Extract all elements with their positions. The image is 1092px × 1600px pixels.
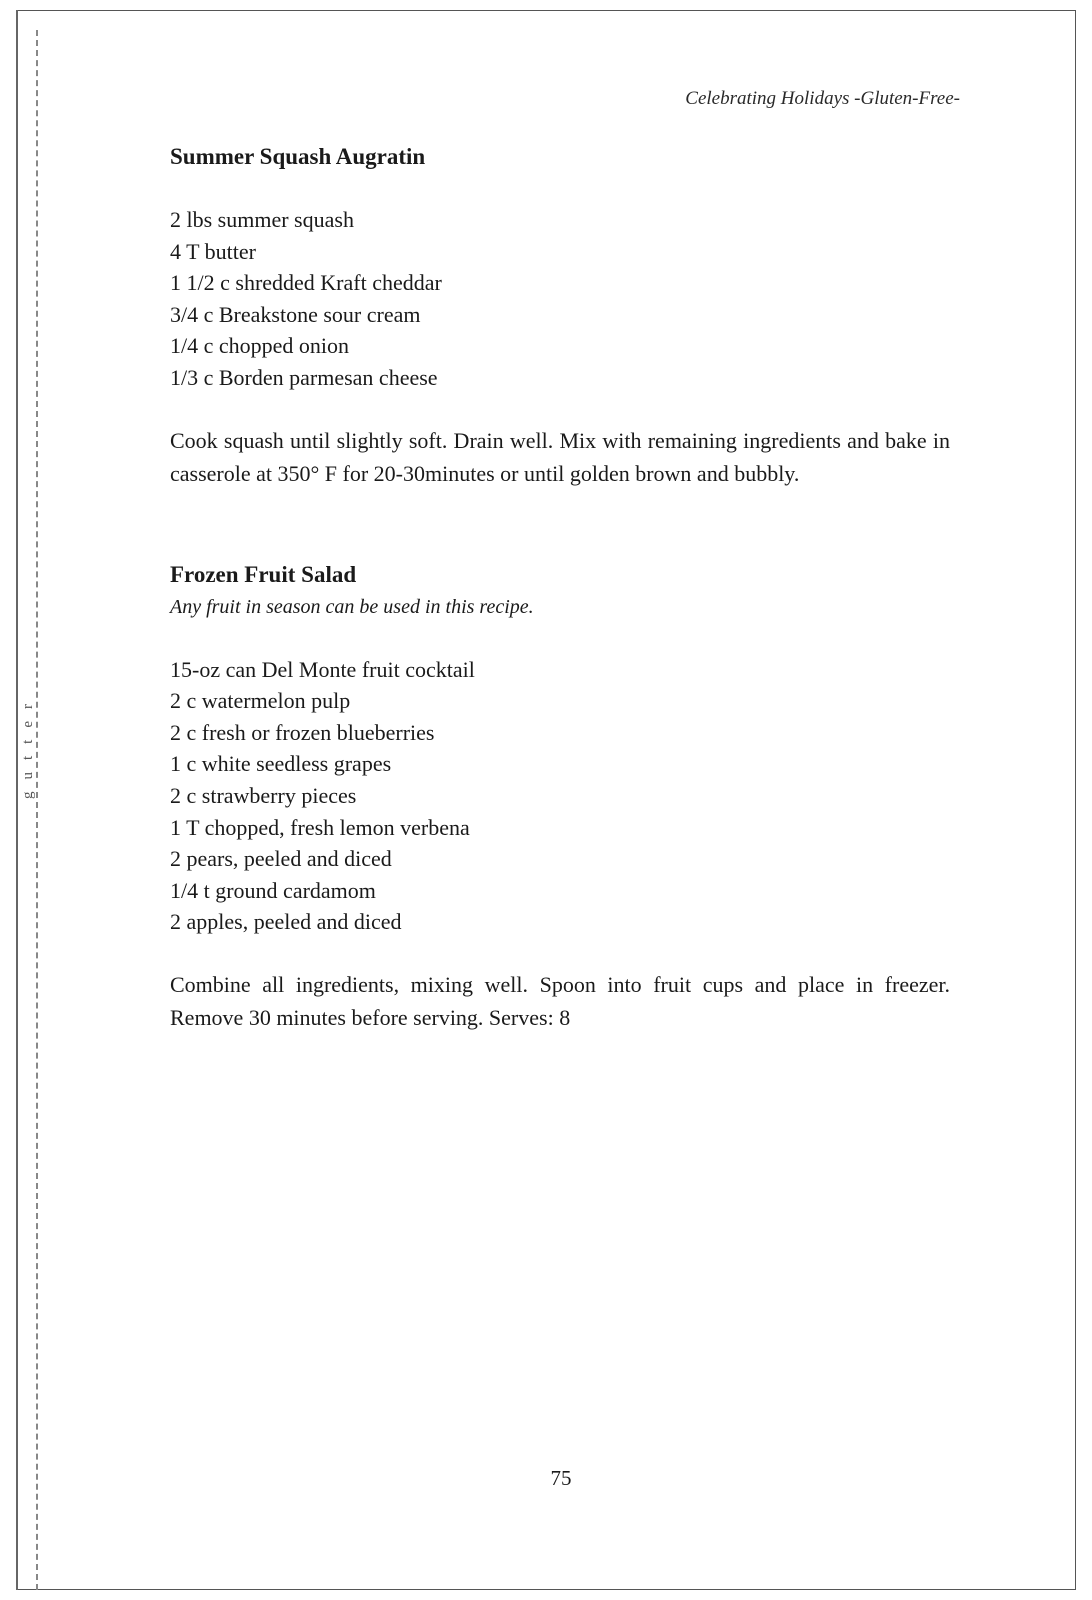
- ingredient-item: 15-oz can Del Monte fruit cocktail: [170, 656, 475, 682]
- ingredient-item: 2 lbs summer squash: [170, 207, 354, 232]
- ingredient-list: [170, 654, 950, 938]
- gutter-label: gutter: [20, 692, 36, 799]
- gutter-guide-line: [36, 30, 38, 1590]
- ingredient-item: 1/4 t ground cardamom: [170, 877, 376, 903]
- ingredient-item: 4 T butter: [170, 238, 256, 264]
- running-header: Celebrating Holidays -Gluten-Free-: [685, 88, 960, 109]
- recipe-title: Summer Squash Augratin: [170, 144, 426, 169]
- recipe-frozen-fruit-salad: [170, 558, 950, 1034]
- ingredient-item: 2 c fresh or frozen blueberries: [170, 719, 435, 745]
- ingredient-item: 1 1/2 c shredded Kraft cheddar: [170, 270, 442, 296]
- ingredient-item: 1/3 c Borden parmesan cheese: [170, 364, 438, 390]
- ingredient-item: 2 c watermelon pulp: [170, 688, 351, 714]
- ingredient-item: 1 T chopped, fresh lemon verbena: [170, 814, 470, 840]
- page-edge-line: [16, 10, 18, 1590]
- recipe-directions: Cook squash until slightly soft. Drain well. Mix with remaining ingredients and bake in casserole at 350° F for 20-30minutes or until golden brown and bubbly.: [170, 427, 950, 486]
- ingredient-item: 1 c white seedless grapes: [170, 751, 392, 777]
- ingredient-item: 2 c strawberry pieces: [170, 782, 357, 808]
- ingredient-item: 2 apples, peeled and diced: [170, 909, 402, 935]
- recipe-subtitle: Any fruit in season can be used in this recipe.: [170, 595, 534, 618]
- recipe-title: Frozen Fruit Salad: [170, 561, 357, 587]
- ingredient-item: 1/4 c chopped onion: [170, 333, 350, 359]
- page-number: 75: [550, 1466, 572, 1490]
- recipe-summer-squash: [170, 140, 950, 490]
- recipe-directions: Combine all ingredients, mixing well. Spoon into fruit cups and place in freezer. Remove 30 minutes before serving. Serves: 8: [170, 971, 950, 1030]
- ingredient-list: [170, 204, 950, 394]
- ingredient-item: 3/4 c Breakstone sour cream: [170, 301, 421, 327]
- page-content: [170, 140, 950, 1034]
- ingredient-item: 2 pears, peeled and diced: [170, 846, 392, 872]
